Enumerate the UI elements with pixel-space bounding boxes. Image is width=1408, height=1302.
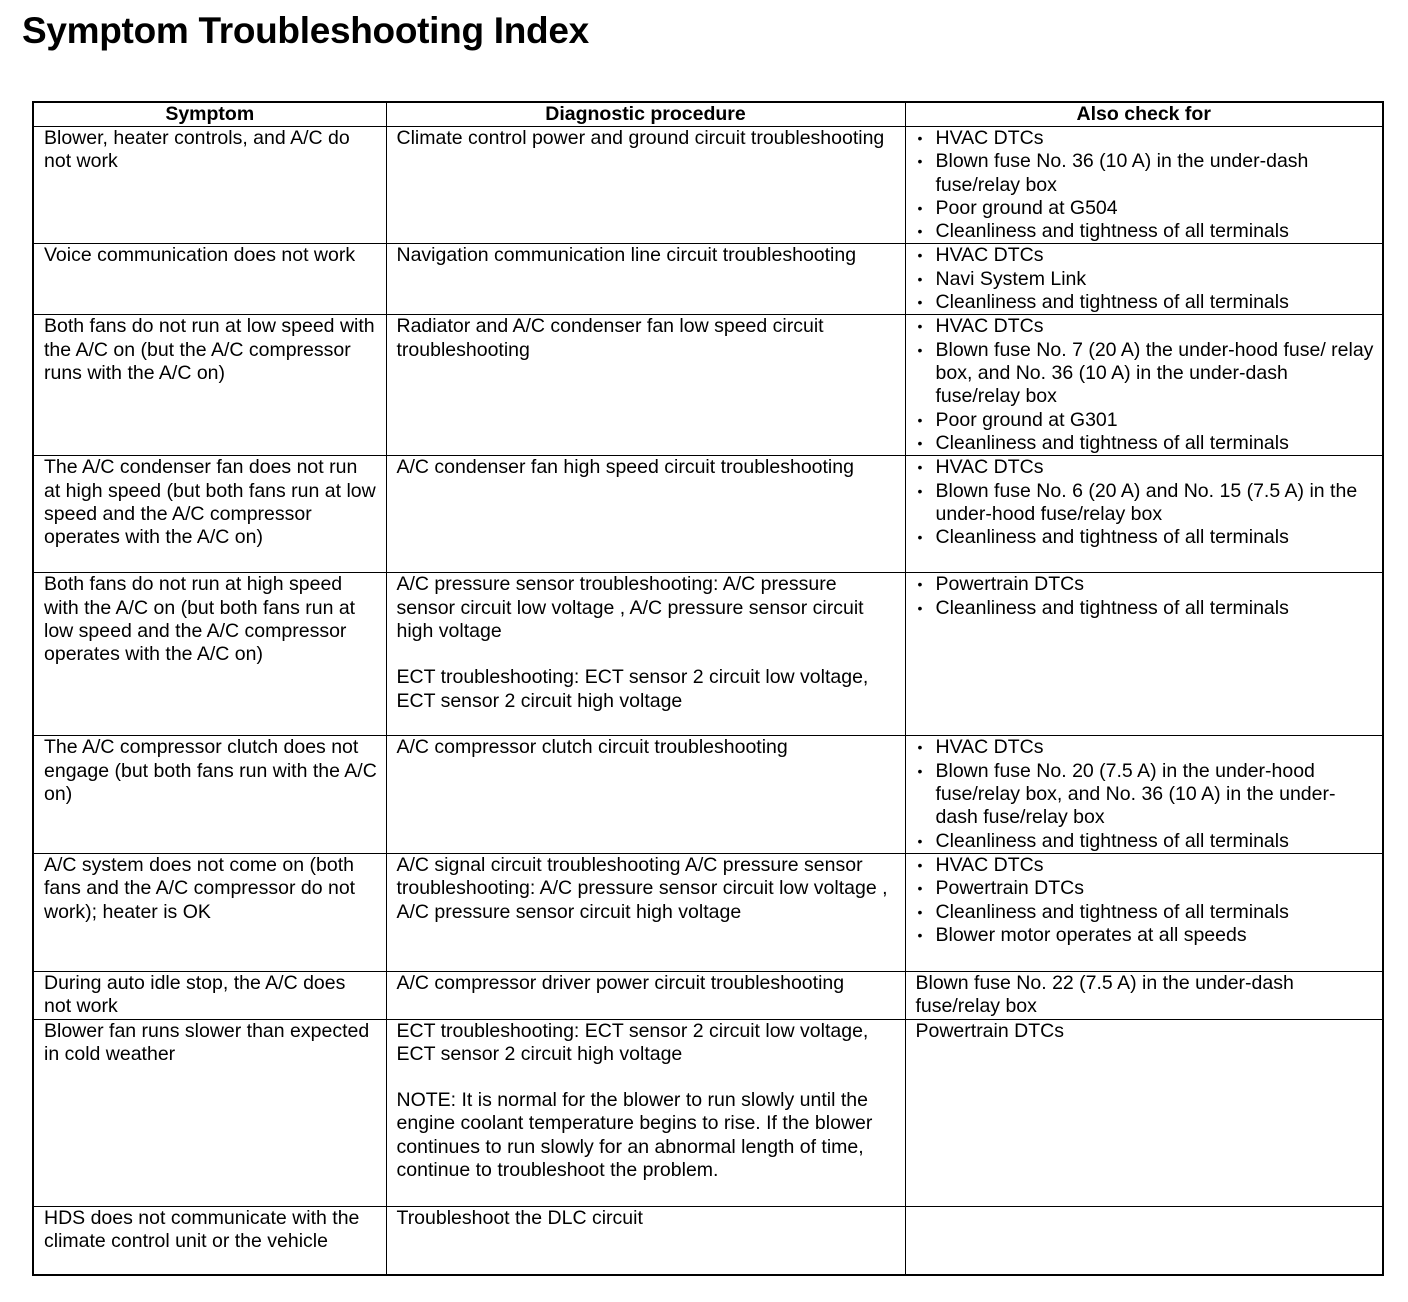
procedure-cell (386, 315, 905, 456)
table-row (33, 573, 1383, 736)
check-item: • HVAC DTCs (916, 854, 1375, 877)
check-cell (905, 1019, 1383, 1206)
procedure-text: A/C compressor driver power circuit troubleshooting (396, 971, 845, 994)
check-cell (905, 573, 1383, 736)
check-item: • HVAC DTCs (916, 244, 1375, 267)
check-list (916, 573, 1375, 620)
procedure-text: Troubleshoot the DLC circuit (396, 1206, 643, 1229)
table-header-row (33, 102, 1383, 127)
symptom-cell: A/C system does not come on (both fans and the A/C compressor do not work); heater is OK (33, 853, 386, 971)
symptom-cell: HDS does not communicate with the climate control unit or the vehicle (33, 1206, 386, 1275)
table-row (33, 127, 1383, 244)
procedure-text: A/C compressor clutch circuit troubleshooting (396, 736, 788, 759)
check-list (916, 456, 1375, 549)
check-cell (905, 853, 1383, 971)
procedure-cell (386, 853, 905, 971)
page-title: Symptom Troubleshooting Index (22, 10, 589, 51)
table-row (33, 1206, 1383, 1275)
check-list (916, 736, 1375, 852)
check-item: • Powertrain DTCs (916, 573, 1375, 596)
table-row (33, 244, 1383, 315)
check-item: • Cleanliness and tightness of all terminals (916, 597, 1375, 620)
procedure-cell (386, 573, 905, 736)
check-item: • HVAC DTCs (916, 456, 1375, 479)
procedure-cell (386, 1019, 905, 1206)
check-item: • Blown fuse No. 20 (7.5 A) in the under-hood fuse/relay box, and No. 36 (10 A) in the under-dash fuse/relay box (916, 760, 1375, 830)
symptom-cell: Both fans do not run at high speed with the A/C on (but both fans run at low speed and the A/C compressor operates with the A/C on) (33, 573, 386, 736)
check-item: • Blown fuse No. 7 (20 A) the under-hood fuse/ relay box, and No. 36 (10 A) in the under-dash fuse/relay box (916, 339, 1375, 409)
procedure-cell (386, 244, 905, 315)
check-item: • HVAC DTCs (916, 736, 1375, 759)
check-text: Blown fuse No. 22 (7.5 A) in the under-dash fuse/relay box (915, 971, 1294, 1018)
procedure-text: Climate control power and ground circuit troubleshooting (396, 127, 885, 149)
table-row (33, 1019, 1383, 1206)
check-item: • Poor ground at G504 (916, 197, 1375, 220)
procedure-cell (386, 971, 905, 1019)
procedure-text: A/C condenser fan high speed circuit troubleshooting (396, 456, 854, 479)
check-item: • Poor ground at G301 (916, 409, 1375, 432)
procedure-text: ECT troubleshooting: ECT sensor 2 circuit low voltage, ECT sensor 2 circuit high voltage (396, 1019, 869, 1065)
check-cell (905, 736, 1383, 853)
procedure-text: A/C pressure sensor troubleshooting: A/C pressure sensor circuit low voltage , A/C pressure sensor circuit high voltage (396, 573, 864, 643)
symptom-index-table (32, 101, 1384, 1276)
check-item: • Cleanliness and tightness of all terminals (916, 526, 1375, 549)
check-item: • Blown fuse No. 6 (20 A) and No. 15 (7.5 A) in the under-hood fuse/relay box (916, 480, 1375, 527)
symptom-cell: Blower fan runs slower than expected in cold weather (33, 1019, 386, 1206)
check-item: • Cleanliness and tightness of all terminals (916, 830, 1375, 853)
check-item: • Cleanliness and tightness of all terminals (916, 291, 1375, 314)
check-cell (905, 971, 1383, 1019)
check-item: • HVAC DTCs (916, 127, 1375, 150)
symptom-cell: The A/C compressor clutch does not engage (but both fans run with the A/C on) (33, 736, 386, 853)
check-cell (905, 244, 1383, 315)
procedure-cell (386, 456, 905, 573)
check-list (916, 127, 1375, 243)
table-row (33, 315, 1383, 456)
symptom-cell: Both fans do not run at low speed with the A/C on (but the A/C compressor runs with the A/C on) (33, 315, 386, 456)
check-item: • HVAC DTCs (916, 315, 1375, 338)
procedure-text: Navigation communication line circuit troubleshooting (396, 244, 857, 267)
check-item: • Navi System Link (916, 268, 1375, 291)
symptom-cell: The A/C condenser fan does not run at high speed (but both fans run at low speed and the A/C compressor operates with the A/C on) (33, 456, 386, 573)
procedure-cell (386, 127, 905, 244)
check-list (916, 854, 1375, 947)
symptom-cell: During auto idle stop, the A/C does not work (33, 971, 386, 1019)
table-row (33, 456, 1383, 573)
symptom-cell: Blower, heater controls, and A/C do not work (33, 127, 386, 244)
header-also-check-for: Also check for (905, 102, 1383, 127)
procedure-text: A/C signal circuit troubleshooting A/C pressure sensor troubleshooting: A/C pressure sensor circuit low voltage , A/C pressure sensor circuit high voltage (396, 853, 888, 923)
table-row (33, 736, 1383, 853)
check-list (916, 315, 1375, 455)
symptom-cell: Voice communication does not work (33, 244, 386, 315)
header-symptom: Symptom (33, 102, 386, 127)
procedure-text: ECT troubleshooting: ECT sensor 2 circuit low voltage, ECT sensor 2 circuit high voltage (396, 666, 869, 712)
header-diagnostic-procedure: Diagnostic procedure (386, 102, 905, 127)
check-cell (905, 456, 1383, 573)
check-cell (905, 315, 1383, 456)
check-cell (905, 127, 1383, 244)
check-item: • Blower motor operates at all speeds (916, 924, 1375, 947)
check-cell (905, 1206, 1383, 1275)
check-text: Powertrain DTCs (915, 1019, 1064, 1042)
procedure-text: NOTE: It is normal for the blower to run slowly until the engine coolant temperature begins to rise. If the blower continues to run slowly for an abnormal length of time, continue to troubleshoot the problem. (396, 1089, 873, 1182)
check-item: • Cleanliness and tightness of all terminals (916, 432, 1375, 455)
procedure-cell (386, 1206, 905, 1275)
check-item: • Blown fuse No. 36 (10 A) in the under-dash fuse/relay box (916, 150, 1375, 197)
procedure-text: Radiator and A/C condenser fan low speed circuit troubleshooting (396, 315, 824, 361)
check-item: • Powertrain DTCs (916, 877, 1375, 900)
check-list (916, 244, 1375, 314)
procedure-cell (386, 736, 905, 853)
check-item: • Cleanliness and tightness of all terminals (916, 220, 1375, 243)
table-row (33, 971, 1383, 1019)
check-item: • Cleanliness and tightness of all terminals (916, 901, 1375, 924)
table-row (33, 853, 1383, 971)
